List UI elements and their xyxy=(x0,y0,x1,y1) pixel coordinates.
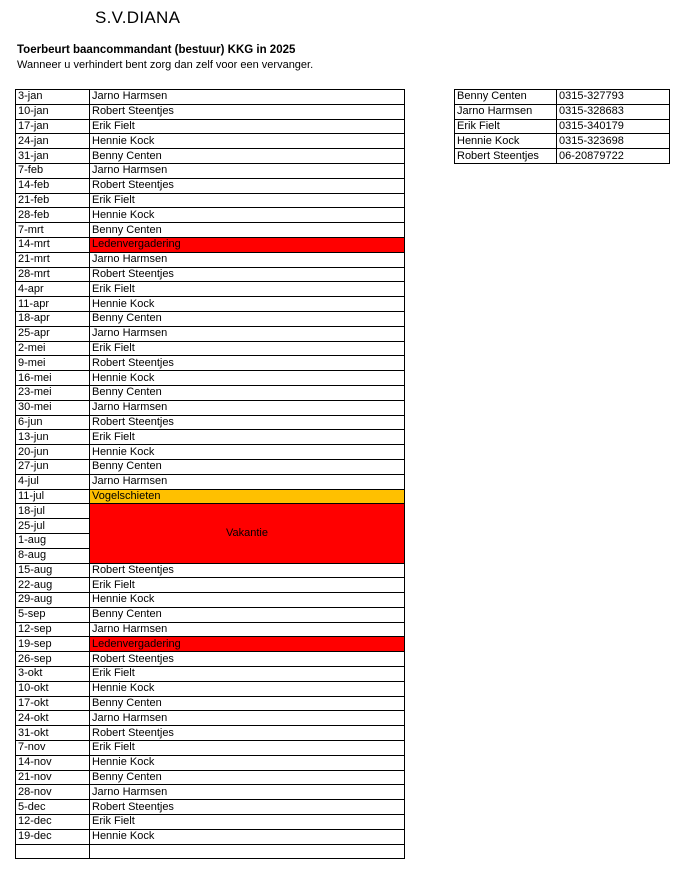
schedule-date: 7-feb xyxy=(16,163,90,178)
commander-name: Robert Steentjes xyxy=(90,726,405,741)
schedule-date: 8-aug xyxy=(16,548,90,563)
schedule-date: 17-jan xyxy=(16,119,90,134)
schedule-date xyxy=(16,844,90,859)
schedule-date: 2-mei xyxy=(16,341,90,356)
schedule-row xyxy=(16,844,405,859)
commander-name: Hennie Kock xyxy=(90,371,405,386)
schedule-table xyxy=(15,89,405,859)
schedule-date: 19-sep xyxy=(16,637,90,652)
contact-name: Hennie Kock xyxy=(455,134,557,149)
event-row xyxy=(16,237,405,252)
schedule-row xyxy=(16,607,405,622)
schedule-row xyxy=(16,415,405,430)
schedule-date: 18-apr xyxy=(16,311,90,326)
schedule-date: 13-jun xyxy=(16,430,90,445)
schedule-row xyxy=(16,90,405,105)
commander-name: Robert Steentjes xyxy=(90,267,405,282)
schedule-date: 12-dec xyxy=(16,815,90,830)
event-label: Vogelschieten xyxy=(90,489,405,504)
event-label: Ledenvergadering xyxy=(90,637,405,652)
contact-row xyxy=(455,119,670,134)
commander-name: Erik Fielt xyxy=(90,578,405,593)
commander-name: Benny Centen xyxy=(90,770,405,785)
schedule-row xyxy=(16,163,405,178)
schedule-date: 26-sep xyxy=(16,652,90,667)
schedule-row xyxy=(16,119,405,134)
schedule-date: 24-okt xyxy=(16,711,90,726)
contacts-table xyxy=(454,89,670,164)
schedule-date: 24-jan xyxy=(16,134,90,149)
schedule-row xyxy=(16,208,405,223)
schedule-row xyxy=(16,563,405,578)
vacation-row xyxy=(16,504,405,519)
contact-phone: 0315-328683 xyxy=(557,104,670,119)
schedule-date: 25-apr xyxy=(16,326,90,341)
schedule-date: 3-okt xyxy=(16,667,90,682)
commander-name: Erik Fielt xyxy=(90,282,405,297)
schedule-date: 6-jun xyxy=(16,415,90,430)
commander-name: Robert Steentjes xyxy=(90,356,405,371)
commander-name: Robert Steentjes xyxy=(90,652,405,667)
contact-row xyxy=(455,104,670,119)
schedule-row xyxy=(16,297,405,312)
schedule-date: 9-mei xyxy=(16,356,90,371)
schedule-date: 7-mrt xyxy=(16,223,90,238)
schedule-row xyxy=(16,282,405,297)
commander-name: Erik Fielt xyxy=(90,815,405,830)
contact-name: Erik Fielt xyxy=(455,119,557,134)
schedule-row xyxy=(16,829,405,844)
schedule-row xyxy=(16,696,405,711)
schedule-date: 16-mei xyxy=(16,371,90,386)
commander-name: Jarno Harmsen xyxy=(90,252,405,267)
schedule-row xyxy=(16,267,405,282)
commander-name: Hennie Kock xyxy=(90,297,405,312)
commander-name: Jarno Harmsen xyxy=(90,474,405,489)
commander-name: Benny Centen xyxy=(90,223,405,238)
schedule-date: 27-jun xyxy=(16,459,90,474)
commander-name: Jarno Harmsen xyxy=(90,785,405,800)
schedule-row xyxy=(16,400,405,415)
commander-name: Jarno Harmsen xyxy=(90,326,405,341)
schedule-row xyxy=(16,104,405,119)
schedule-row xyxy=(16,681,405,696)
event-row xyxy=(16,489,405,504)
commander-name: Robert Steentjes xyxy=(90,178,405,193)
schedule-date: 21-nov xyxy=(16,770,90,785)
schedule-row xyxy=(16,785,405,800)
schedule-date: 31-okt xyxy=(16,726,90,741)
schedule-row xyxy=(16,445,405,460)
commander-name: Hennie Kock xyxy=(90,829,405,844)
schedule-row xyxy=(16,385,405,400)
contact-phone: 0315-327793 xyxy=(557,90,670,105)
commander-name: Jarno Harmsen xyxy=(90,90,405,105)
schedule-row xyxy=(16,622,405,637)
contact-phone: 0315-323698 xyxy=(557,134,670,149)
schedule-date: 22-aug xyxy=(16,578,90,593)
contact-name: Robert Steentjes xyxy=(455,149,557,164)
schedule-row xyxy=(16,252,405,267)
schedule-row xyxy=(16,356,405,371)
commander-name: Robert Steentjes xyxy=(90,415,405,430)
schedule-row xyxy=(16,578,405,593)
schedule-row xyxy=(16,311,405,326)
contact-row xyxy=(455,149,670,164)
commander-name: Benny Centen xyxy=(90,696,405,711)
contact-row xyxy=(455,134,670,149)
schedule-date: 21-feb xyxy=(16,193,90,208)
schedule-date: 10-jan xyxy=(16,104,90,119)
schedule-date: 10-okt xyxy=(16,681,90,696)
event-row xyxy=(16,637,405,652)
schedule-date: 17-okt xyxy=(16,696,90,711)
commander-name: Benny Centen xyxy=(90,149,405,164)
schedule-date: 19-dec xyxy=(16,829,90,844)
schedule-date: 3-jan xyxy=(16,90,90,105)
schedule-date: 23-mei xyxy=(16,385,90,400)
commander-name: Benny Centen xyxy=(90,385,405,400)
commander-name: Robert Steentjes xyxy=(90,104,405,119)
schedule-date: 28-mrt xyxy=(16,267,90,282)
schedule-date: 5-dec xyxy=(16,800,90,815)
commander-name: Hennie Kock xyxy=(90,681,405,696)
schedule-date: 25-jul xyxy=(16,519,90,534)
contact-row xyxy=(455,90,670,105)
org-name: S.V.DIANA xyxy=(95,8,181,27)
schedule-date: 21-mrt xyxy=(16,252,90,267)
schedule-date: 28-feb xyxy=(16,208,90,223)
commander-name: Benny Centen xyxy=(90,459,405,474)
page-title: Toerbeurt baancommandant (bestuur) KKG in 2025 xyxy=(17,44,296,56)
schedule-row xyxy=(16,652,405,667)
commander-name: Jarno Harmsen xyxy=(90,711,405,726)
schedule-date: 28-nov xyxy=(16,785,90,800)
schedule-row xyxy=(16,134,405,149)
commander-name: Erik Fielt xyxy=(90,741,405,756)
commander-name: Jarno Harmsen xyxy=(90,163,405,178)
commander-name: Hennie Kock xyxy=(90,445,405,460)
schedule-date: 30-mei xyxy=(16,400,90,415)
schedule-date: 18-jul xyxy=(16,504,90,519)
schedule-date: 14-mrt xyxy=(16,237,90,252)
schedule-date: 11-jul xyxy=(16,489,90,504)
schedule-row xyxy=(16,223,405,238)
schedule-date: 5-sep xyxy=(16,607,90,622)
contact-name: Jarno Harmsen xyxy=(455,104,557,119)
schedule-row xyxy=(16,474,405,489)
commander-name: Jarno Harmsen xyxy=(90,400,405,415)
schedule-row xyxy=(16,593,405,608)
commander-name: Erik Fielt xyxy=(90,430,405,445)
commander-name: Benny Centen xyxy=(90,607,405,622)
schedule-row xyxy=(16,667,405,682)
commander-name: Hennie Kock xyxy=(90,208,405,223)
contact-name: Benny Centen xyxy=(455,90,557,105)
schedule-date: 12-sep xyxy=(16,622,90,637)
schedule-row xyxy=(16,711,405,726)
schedule-row xyxy=(16,430,405,445)
schedule-row xyxy=(16,459,405,474)
schedule-date: 15-aug xyxy=(16,563,90,578)
schedule-date: 1-aug xyxy=(16,533,90,548)
schedule-row xyxy=(16,755,405,770)
schedule-date: 29-aug xyxy=(16,593,90,608)
page-subtitle: Wanneer u verhindert bent zorg dan zelf voor een vervanger. xyxy=(17,59,314,71)
schedule-row xyxy=(16,341,405,356)
schedule-date: 4-jul xyxy=(16,474,90,489)
schedule-row xyxy=(16,193,405,208)
contact-phone: 06-20879722 xyxy=(557,149,670,164)
schedule-row xyxy=(16,371,405,386)
schedule-date: 4-apr xyxy=(16,282,90,297)
schedule-date: 20-jun xyxy=(16,445,90,460)
contact-phone: 0315-340179 xyxy=(557,119,670,134)
schedule-row xyxy=(16,326,405,341)
commander-name: Erik Fielt xyxy=(90,193,405,208)
schedule-date: 7-nov xyxy=(16,741,90,756)
event-label: Ledenvergadering xyxy=(90,237,405,252)
schedule-date: 31-jan xyxy=(16,149,90,164)
commander-name: Hennie Kock xyxy=(90,755,405,770)
commander-name: Hennie Kock xyxy=(90,134,405,149)
commander-name: Hennie Kock xyxy=(90,593,405,608)
commander-name: Robert Steentjes xyxy=(90,563,405,578)
schedule-row xyxy=(16,726,405,741)
schedule-date: 14-nov xyxy=(16,755,90,770)
schedule-row xyxy=(16,149,405,164)
commander-name: Jarno Harmsen xyxy=(90,622,405,637)
commander-name xyxy=(90,844,405,859)
commander-name: Erik Fielt xyxy=(90,119,405,134)
schedule-row xyxy=(16,770,405,785)
schedule-date: 14-feb xyxy=(16,178,90,193)
commander-name: Erik Fielt xyxy=(90,341,405,356)
schedule-row xyxy=(16,815,405,830)
commander-name: Robert Steentjes xyxy=(90,800,405,815)
vacation-cell: Vakantie xyxy=(90,504,405,563)
commander-name: Benny Centen xyxy=(90,311,405,326)
schedule-row xyxy=(16,178,405,193)
schedule-row xyxy=(16,800,405,815)
schedule-row xyxy=(16,741,405,756)
commander-name: Erik Fielt xyxy=(90,667,405,682)
schedule-date: 11-apr xyxy=(16,297,90,312)
